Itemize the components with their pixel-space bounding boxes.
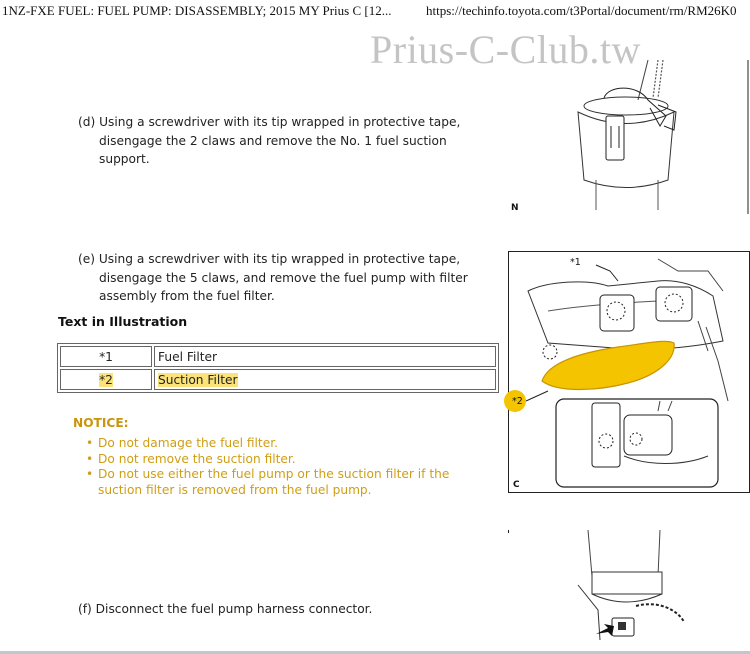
callout-2: *2 bbox=[512, 396, 523, 407]
illustration-legend-table bbox=[57, 343, 499, 393]
notice-item-text: Do not damage the fuel filter. bbox=[98, 436, 278, 450]
list-item bbox=[86, 467, 449, 498]
legend-label bbox=[154, 346, 496, 367]
figure-bottom-harness-connector bbox=[508, 530, 750, 654]
callout-1: *1 bbox=[570, 257, 581, 268]
step-d-text bbox=[78, 113, 460, 169]
notice-item-text: Do not remove the suction filter. bbox=[98, 451, 296, 466]
step-e-line-2: disengage the 5 claws, and remove the fuel pump with filter bbox=[99, 270, 468, 285]
list-item bbox=[86, 452, 449, 468]
step-f-line-1: (f) Disconnect the fuel pump harness connector. bbox=[78, 602, 373, 616]
notice-heading: NOTICE: bbox=[73, 416, 129, 430]
figure-middle-fuel-filter-assembly bbox=[508, 251, 750, 493]
legend-code bbox=[60, 369, 152, 390]
table-row bbox=[60, 346, 496, 367]
figure-middle-letter: C bbox=[513, 480, 520, 490]
illustration-heading: Text in Illustration bbox=[58, 314, 188, 329]
document-title: 1NZ-FXE FUEL: FUEL PUMP: DISASSEMBLY; 2015 MY Prius C [12... bbox=[2, 3, 392, 18]
list-item bbox=[86, 436, 449, 452]
notice-item-text: • Do not use either the fuel pump or the suction filter if the bbox=[98, 467, 450, 481]
legend-label-text: Suction Filter bbox=[158, 372, 238, 387]
step-e-text bbox=[78, 250, 468, 306]
legend-code-text: *1 bbox=[99, 349, 113, 364]
legend-label bbox=[154, 369, 496, 390]
step-d-line-1: (d) Using a screwdriver with its tip wrapped in protective tape, bbox=[78, 115, 461, 129]
table-row bbox=[60, 369, 496, 390]
step-d-line-2: disengage the 2 claws and remove the No. 1 fuel suction bbox=[99, 133, 447, 148]
step-e-line-3: assembly from the fuel filter. bbox=[99, 289, 275, 303]
figure-top-fuel-pump-support bbox=[508, 60, 750, 216]
step-e-line-1: (e) Using a screwdriver with its tip wrapped in protective tape, bbox=[78, 252, 461, 266]
notice-list bbox=[86, 436, 449, 498]
legend-code bbox=[60, 346, 152, 367]
legend-label-text: Fuel Filter bbox=[158, 349, 218, 364]
figure-top-letter: N bbox=[511, 203, 519, 213]
step-d-line-3: support. bbox=[99, 152, 150, 166]
notice-item-text-cont: suction filter is removed from the fuel pump. bbox=[98, 482, 372, 497]
legend-code-text: *2 bbox=[99, 372, 113, 387]
watermark-text: Prius-C-Club.tw bbox=[370, 27, 641, 72]
document-url[interactable]: https://techinfo.toyota.com/t3Portal/document/rm/RM26K0 bbox=[426, 3, 737, 18]
step-f-text bbox=[78, 600, 372, 619]
